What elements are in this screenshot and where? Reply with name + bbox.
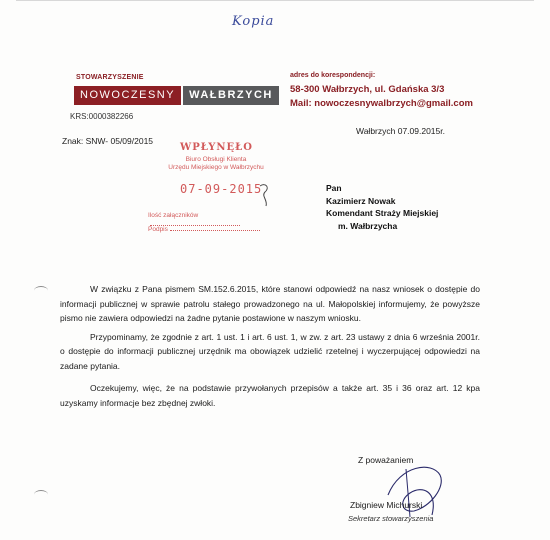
recipient-city: m. Wałbrzycha [338, 220, 398, 231]
hole-punch-mark [34, 286, 48, 295]
recipient-salutation: Pan [326, 183, 342, 193]
recipient-name: Kazimierz Nowak [326, 195, 396, 206]
stamp-date: 07-09-2015 [180, 182, 263, 196]
correspondence-address: 58-300 Wałbrzych, ul. Gdańska 3/3 [290, 84, 445, 95]
correspondence-mail: Mail: nowoczesnywalbrzych@gmail.com [290, 98, 473, 109]
stamp-line-1: Biuro Obsługi Klienta [185, 156, 247, 163]
body-paragraph-2: Przypominamy, że zgodnie z art. 1 ust. 1 i art. 6 ust. 1, w zw. z art. 23 ustawy z dnia 6 września 2001r. o dostępie do informacji publicznej urzędnik ma obowiązek udzielić rzetelnej i wyczerpującej odpowiedzi na zadane pytania. [60, 331, 480, 371]
body-paragraph-3: Oczekujemy, więc, że na podstawie przywołanych przepisów a także art. 35 i 36 oraz art. 12 kpa uzyskamy informacje bez zbędnej zwłoki. [60, 383, 480, 408]
stamp-line-2: Urzędu Miejskiego w Wałbrzychu [168, 164, 264, 171]
reference-number: Znak: SNW- 05/09/2015 [62, 136, 154, 146]
body-paragraph-1: W związku z Pana pismem SM.152.6.2015, które stanowi odpowiedź na nasz wniosek o dostępie do informacji publicznej w sprawie patrolu stałego prowadzonego na ul. Małopolskiej informujemy, że powyższe pismo nie zawiera odpowiedzi na żadne pytanie postawione w naszym wniosku. [60, 284, 480, 323]
krs-number: KRS:0000382266 [70, 112, 134, 121]
signatory-name: Zbigniew Michurski [350, 500, 423, 510]
stamp-initials-scribble [256, 180, 276, 210]
handwritten-annotation: Kopia [232, 14, 275, 29]
stamp-field-signature-label: Podpis [148, 226, 168, 233]
closing-greeting: Z poważaniem [358, 455, 414, 465]
logo-part-2: WAŁBRZYCH [183, 86, 279, 105]
correspondence-label: adres do korespondencji: [290, 72, 376, 79]
signatory-role: Sekretarz stowarzyszenia [348, 514, 434, 523]
stamp-field-attachments-label: Ilość załączników [148, 212, 199, 219]
letter-body [60, 282, 480, 414]
page-edge [16, 0, 534, 1]
place-date: Wałbrzych 07.09.2015r. [356, 126, 445, 136]
organization-logo [74, 86, 279, 105]
organization-label: STOWARZYSZENIE [76, 74, 144, 81]
stamp-field-signature [148, 224, 260, 233]
recipient-block [326, 182, 438, 232]
hole-punch-mark [34, 490, 48, 499]
stamp-title: WPŁYNĘŁO [180, 142, 253, 153]
logo-part-1: NOWOCZESNY [74, 86, 181, 105]
recipient-title: Komendant Straży Miejskiej [326, 208, 439, 218]
